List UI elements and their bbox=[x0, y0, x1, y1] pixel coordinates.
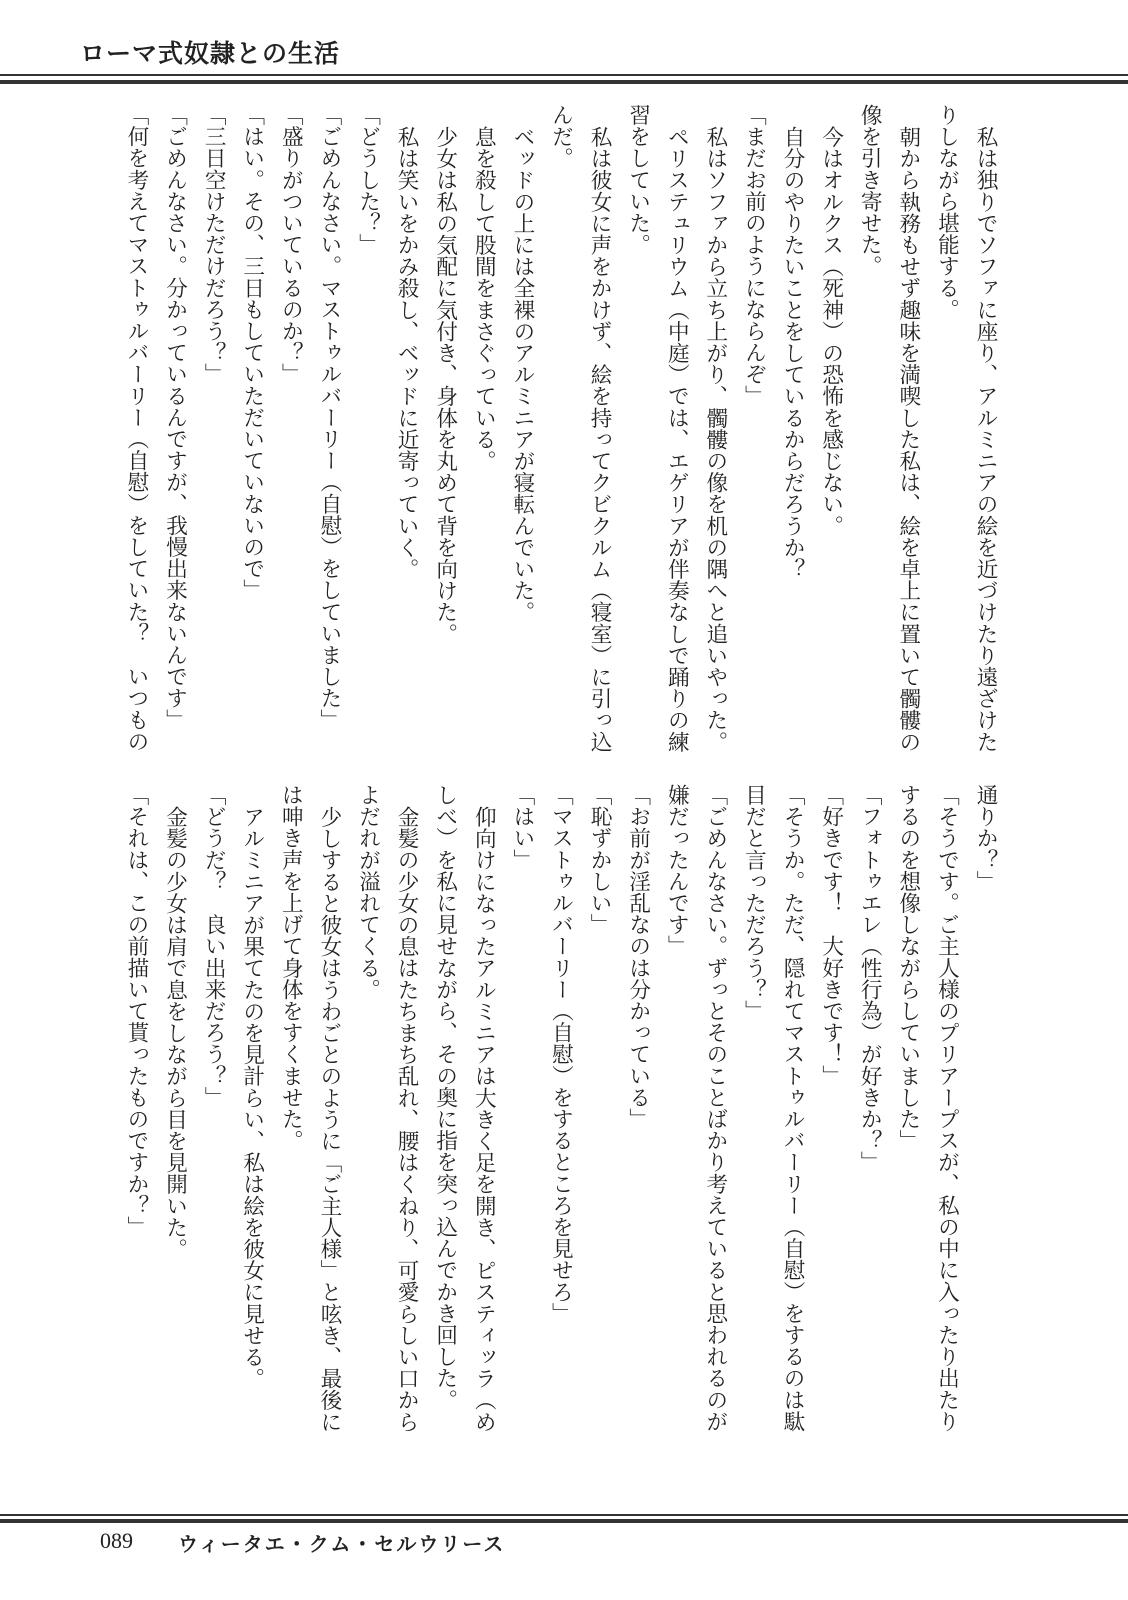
header-rule-thick bbox=[0, 80, 1128, 84]
text-line: 「どうした？」 bbox=[355, 104, 381, 256]
text-line: 「それは、この前描いて貰ったものですか？」 bbox=[123, 784, 149, 1238]
footer-rule-thin bbox=[0, 1514, 1128, 1516]
text-line: 息を殺して股間をまさぐっている。 bbox=[471, 125, 497, 472]
text-line: 嫌だったんです」 bbox=[664, 784, 690, 957]
text-line: 「何を考えてマストゥルバーリー（自慰）をしていた？ いつもの bbox=[123, 104, 149, 752]
text-line: 朝から執務もせず趣味を満喫した私は、絵を卓上に置いて髑髏の bbox=[895, 125, 921, 752]
text-line: 「そうか。ただ、隠れてマストゥルバーリー（自慰）をするのは駄 bbox=[780, 784, 806, 1432]
text-line: 「そうです。ご主人様のプリアープスが、私の中に入ったり出たり bbox=[934, 784, 960, 1432]
text-line: 「フォトゥエレ（性行為）が好きか？」 bbox=[857, 784, 883, 1173]
text-line: は呻き声を上げて身体をすくませた。 bbox=[278, 784, 304, 1152]
text-line: 「まだお前のようにならんぞ」 bbox=[741, 104, 767, 407]
running-head-title: ローマ式奴隷との生活 bbox=[80, 39, 341, 68]
text-line: 少しすると彼女はうわごとのように「ご主人様」と呟き、最後に bbox=[316, 805, 342, 1432]
text-line: 今はオルクス（死神）の恐怖を感じない。 bbox=[818, 125, 844, 536]
text-line: 「はい。その、三日もしていただいていないので」 bbox=[239, 104, 265, 601]
body-text-lower bbox=[112, 784, 1004, 1444]
text-line: 私はソファから立ち上がり、髑髏の像を机の隅へと追いやった。 bbox=[702, 125, 728, 752]
text-line: 「盛りがついているのか？」 bbox=[278, 104, 304, 385]
text-line: 「恥ずかしい」 bbox=[587, 784, 613, 936]
body-text-upper bbox=[112, 104, 1004, 752]
text-line: 金髪の少女は肩で息をしながら目を見開いた。 bbox=[162, 805, 188, 1260]
text-line: 「ごめんなさい。ずっとそのことばかり考えていると思われるのが bbox=[702, 784, 728, 1432]
text-line: 仰向けになったアルミニアは大きく足を開き、ピスティッラ（め bbox=[471, 805, 497, 1432]
text-line: するのを想像しながらしていました」 bbox=[895, 784, 921, 1152]
text-line: 通りか？」 bbox=[973, 784, 998, 892]
text-line: よだれが溢れてくる。 bbox=[355, 784, 381, 1000]
text-line: 少女は私の気配に気付き、身体を丸めて背を向けた。 bbox=[432, 125, 458, 644]
text-line: 自分のやりたいことをしているからだろうか？ bbox=[780, 125, 806, 580]
text-line: 私は笑いをかみ殺し、ベッドに近寄っていく。 bbox=[394, 125, 420, 580]
text-line: 「ごめんなさい。分かっているんですが、我慢出来ないんです」 bbox=[162, 104, 188, 731]
text-line: ベッドの上には全裸のアルミニアが寝転んでいた。 bbox=[509, 125, 535, 623]
text-line: 「どうだ？ 良い出来だろう？」 bbox=[201, 784, 227, 1108]
text-line: 習をしていた。 bbox=[625, 104, 651, 256]
text-line: しべ）を私に見せながら、その奥に指を突っ込んでかき回した。 bbox=[432, 784, 458, 1411]
text-line: 「ごめんなさい。マストゥルバーリー（自慰）をしていました」 bbox=[316, 104, 342, 731]
footer-rule-thick bbox=[0, 1519, 1128, 1523]
text-line: 目だと言っただろう？」 bbox=[741, 784, 767, 1022]
page-number: 089 bbox=[100, 1528, 133, 1553]
text-line: 金髪の少女の息はたちまち乱れ、腰はくねり、可愛らしい口から bbox=[394, 805, 420, 1432]
text-line: 「好きです！ 大好きです！」 bbox=[818, 784, 844, 1087]
text-line: 「お前が淫乱なのは分かっている」 bbox=[625, 784, 651, 1130]
text-line: 私は独りでソファに座り、アルミニアの絵を近づけたり遠ざけた bbox=[973, 125, 998, 752]
text-line: 「マストゥルバーリー（自慰）をするところを見せろ」 bbox=[548, 784, 574, 1324]
text-line: ペリステュリウム（中庭）では、エゲリアが伴奏なしで踊りの練 bbox=[664, 125, 690, 752]
text-line: 「はい」 bbox=[509, 784, 535, 871]
text-line: んだ。 bbox=[548, 104, 574, 169]
text-line: アルミニアが果てたのを見計らい、私は絵を彼女に見せる。 bbox=[239, 805, 265, 1389]
text-line: 私は彼女に声をかけず、絵を持ってクビクルム（寝室）に引っ込 bbox=[587, 125, 613, 752]
text-line: りしながら堪能する。 bbox=[934, 104, 960, 320]
text-line: 像を引き寄せた。 bbox=[857, 104, 883, 277]
header-rule-thin bbox=[0, 74, 1128, 76]
book-title: ウィータエ・クム・セルウリース bbox=[178, 1532, 506, 1556]
text-line: 「三日空けただけだろう？」 bbox=[201, 104, 227, 385]
